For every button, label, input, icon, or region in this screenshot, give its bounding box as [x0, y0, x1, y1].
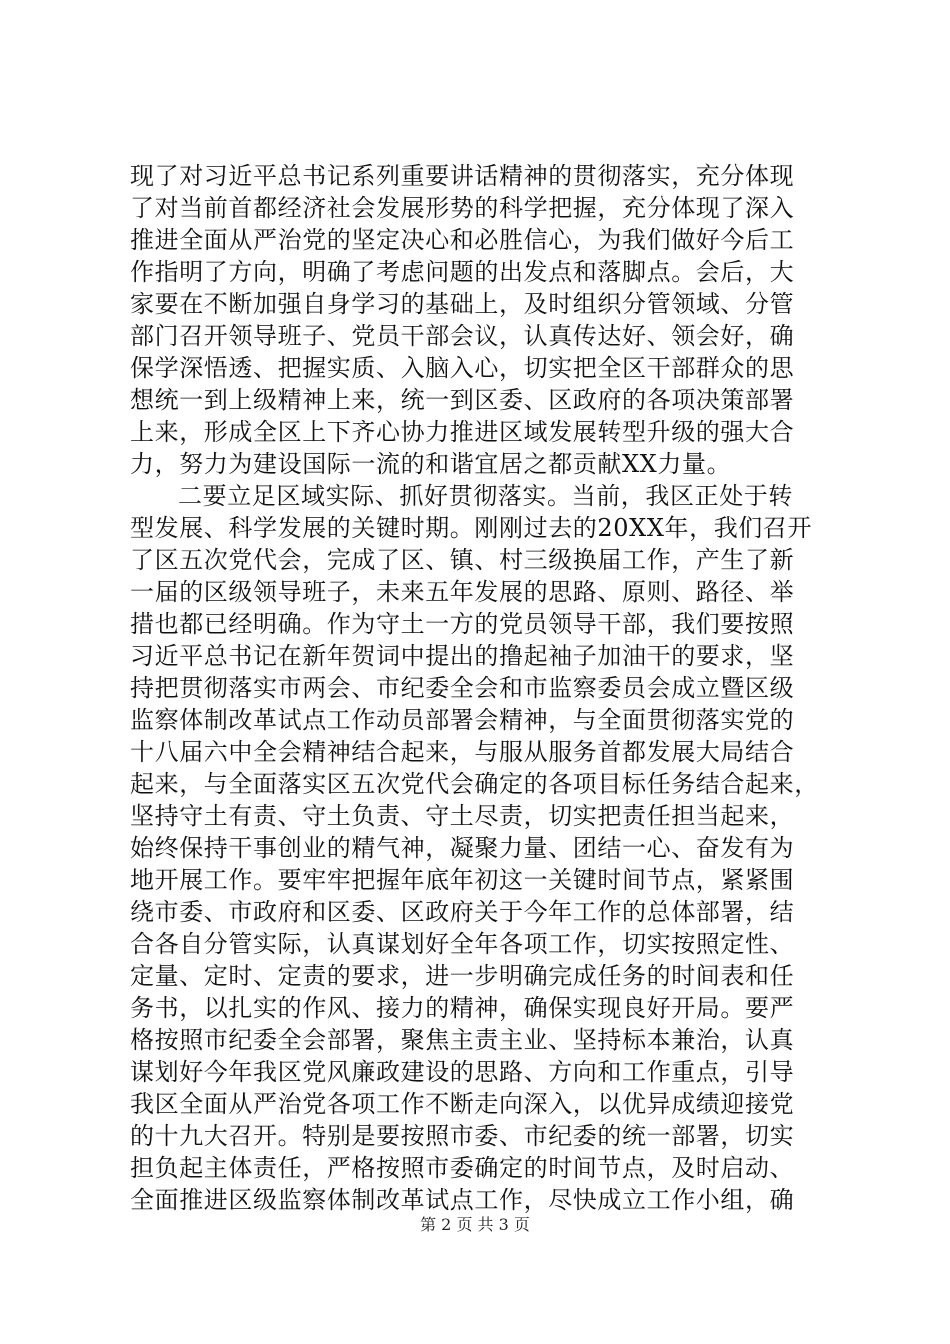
text-line: 十八届六中全会精神结合起来，与服从服务首都发展大局结合: [130, 738, 795, 766]
text-line: 型发展、科学发展的关键时期。刚刚过去的20XX年，我们召开: [130, 514, 813, 542]
text-line: 保学深悟透、把握实质、入脑入心，切实把全区干部群众的思: [130, 354, 795, 382]
text-line: 起来，与全面落实区五次党代会确定的各项目标任务结合起来，: [130, 770, 819, 798]
text-line: 上来，形成全区上下齐心协力推进区域发展转型升级的强大合: [130, 418, 795, 446]
page-number-footer: 第 2 页 共 3 页: [420, 1215, 530, 1234]
text-line: 地开展工作。要牢牢把握年底年初这一关键时间节点，紧紧围: [130, 866, 795, 894]
text-line: 我区全面从严治党各项工作不断走向深入，以优异成绩迎接党: [130, 1090, 795, 1118]
text-line: 部门召开领导班子、党员干部会议，认真传达好、领会好，确: [130, 322, 795, 350]
text-line: 始终保持干事创业的精气神，凝聚力量、团结一心、奋发有为: [130, 834, 795, 862]
paragraph-start-line: 二要立足区域实际、抓好贯彻落实。当前，我区正处于转: [178, 482, 793, 510]
text-line: 的十九大召开。特别是要按照市委、市纪委的统一部署，切实: [130, 1122, 795, 1150]
text-line: 谋划好今年我区党风廉政建设的思路、方向和工作重点，引导: [130, 1058, 795, 1086]
text-line: 了对当前首都经济社会发展形势的科学把握，充分体现了深入: [130, 194, 795, 222]
text-line: 监察体制改革试点工作动员部署会精神，与全面贯彻落实党的: [130, 706, 795, 734]
text-line: 作指明了方向，明确了考虑问题的出发点和落脚点。会后，大: [130, 258, 795, 286]
text-line: 坚持守土有责、守土负责、守土尽责，切实把责任担当起来，: [130, 802, 795, 830]
text-line: 持把贯彻落实市两会、市纪委全会和市监察委员会成立暨区级: [130, 674, 795, 702]
body-text: [130, 160, 830, 1216]
text-line: 务书，以扎实的作风、接力的精神，确保实现良好开局。要严: [130, 994, 795, 1022]
text-line: 习近平总书记在新年贺词中提出的撸起袖子加油干的要求，坚: [130, 642, 795, 670]
text-line: 推进全面从严治党的坚定决心和必胜信心，为我们做好今后工: [130, 226, 795, 254]
text-line: 格按照市纪委全会部署，聚焦主责主业、坚持标本兼治，认真: [130, 1026, 795, 1054]
text-line: 措也都已经明确。作为守土一方的党员领导干部，我们要按照: [130, 610, 795, 638]
text-line: 家要在不断加强自身学习的基础上，及时组织分管领域、分管: [130, 290, 795, 318]
text-line: 了区五次党代会，完成了区、镇、村三级换届工作，产生了新: [130, 546, 795, 574]
text-line: 担负起主体责任，严格按照市委确定的时间节点，及时启动、: [130, 1154, 795, 1182]
text-line: 力，努力为建设国际一流的和谐宜居之都贡献XX力量。: [130, 450, 732, 478]
text-line: 想统一到上级精神上来，统一到区委、区政府的各项决策部署: [130, 386, 795, 414]
text-line: 定量、定时、定责的要求，进一步明确完成任务的时间表和任: [130, 962, 795, 990]
text-line: 全面推进区级监察体制改革试点工作，尽快成立工作小组，确: [130, 1186, 795, 1214]
text-line: 现了对习近平总书记系列重要讲话精神的贯彻落实，充分体现: [130, 162, 795, 190]
text-line: 合各自分管实际，认真谋划好全年各项工作，切实按照定性、: [130, 930, 795, 958]
text-line: 一届的区级领导班子，未来五年发展的思路、原则、路径、举: [130, 578, 795, 606]
text-line: 绕市委、市政府和区委、区政府关于今年工作的总体部署，结: [130, 898, 795, 926]
